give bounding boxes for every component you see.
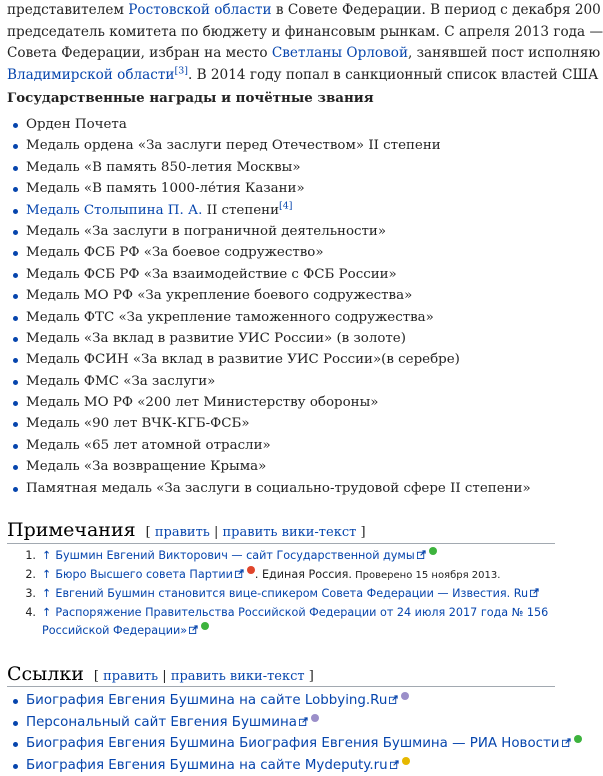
intro-line-4 <box>7 64 599 87</box>
award-item: Медаль «За заслуги в пограничной деятельности» <box>7 221 531 242</box>
external-link[interactable]: Биография Евгения Бушмина на сайте Lobbying.Ru <box>26 693 388 708</box>
notes-edit-links <box>146 525 366 540</box>
note-number: 3. <box>25 587 36 601</box>
links-title: Ссылки <box>7 663 84 685</box>
note-number: 1. <box>25 549 36 562</box>
external-link[interactable]: Биография Евгения Бушмина на сайте Mydeputy.ru <box>26 757 388 773</box>
intro-line-2: председатель комитета по бюджету и финансовым рынкам. С апреля 2013 года — <box>7 23 603 40</box>
separator: | <box>162 669 167 684</box>
separator: | <box>213 525 219 540</box>
external-link[interactable]: Биография Евгения Бушмина Биография Евгения Бушмина — РИА Новости <box>26 736 560 752</box>
external-link-icon <box>390 760 399 769</box>
external-link-icon <box>235 569 244 578</box>
note-item <box>7 585 548 604</box>
award-item: Медаль МО РФ «200 лет Министерству обороны» <box>7 392 531 413</box>
intro-text: , занявшей пост исполняю <box>408 45 601 61</box>
external-link-icon <box>189 625 198 634</box>
awards-list <box>7 114 531 499</box>
edit-wikitext-link[interactable]: править вики-текст <box>222 525 357 540</box>
note-link[interactable]: Бюро Высшего совета Партии <box>55 567 233 581</box>
source-rating-icon <box>311 714 319 722</box>
award-item: Медаль ордена «За заслуги перед Отечеством» II степени <box>7 135 531 156</box>
footnote-ref-3[interactable]: [3] <box>174 64 188 76</box>
intro-text: представителем <box>7 2 129 18</box>
source-rating-icon <box>401 692 409 700</box>
award-item: Памятная медаль «За заслуги в социально-трудовой сфере II степени» <box>7 478 531 499</box>
external-link-icon <box>530 588 539 597</box>
award-item: Медаль ФСИН «За вклад в развитие УИС России»(в серебре) <box>7 349 531 370</box>
external-link[interactable]: Персональный сайт Евгения Бушмина <box>26 714 297 730</box>
back-to-citation-arrow[interactable]: ↑ <box>42 567 52 581</box>
source-rating-icon <box>247 566 255 574</box>
award-text: II степени <box>202 202 280 218</box>
award-item: Медаль «В память 850-летия Москвы» <box>7 157 531 178</box>
award-item: Медаль «За возвращение Крыма» <box>7 456 531 477</box>
intro-line-3 <box>7 43 601 65</box>
external-link-item <box>7 690 582 712</box>
award-item: Медаль ФТС «За укрепление таможенного содружества» <box>7 307 531 328</box>
back-to-citation-arrow[interactable]: ↑ <box>42 549 52 562</box>
award-item: Медаль «За вклад в развитие УИС России» (в золоте) <box>7 328 531 349</box>
award-link-stolypin[interactable]: Медаль Столыпина П. А. <box>26 202 203 218</box>
award-item: Медаль «90 лет ВЧК-КГБ-ФСБ» <box>7 413 531 434</box>
external-link-icon <box>299 717 308 726</box>
note-item <box>7 604 548 641</box>
bracket: [ <box>93 669 99 684</box>
notes-divider <box>7 543 555 544</box>
award-item: Медаль ФСБ РФ «За боевое содружество» <box>7 242 531 263</box>
award-item: Медаль ФМС «За заслуги» <box>7 371 531 392</box>
note-link-continued[interactable]: Российской Федерации» <box>42 624 188 638</box>
note-publisher: . Единая Россия. <box>254 567 352 581</box>
award-item: Медаль МО РФ «За укрепление боевого содружества» <box>7 285 531 306</box>
notes-title: Примечания <box>7 519 136 541</box>
intro-paragraph <box>7 0 603 86</box>
link-vladimir-oblast[interactable]: Владимирской области <box>7 66 175 83</box>
edit-wikitext-link[interactable]: править вики-текст <box>170 669 305 684</box>
external-link-icon <box>417 550 426 559</box>
external-link-icon <box>389 695 398 704</box>
back-to-citation-arrow[interactable]: ↑ <box>42 605 52 619</box>
back-to-citation-arrow[interactable]: ↑ <box>42 587 52 601</box>
award-item: Медаль ФСБ РФ «За взаимодействие с ФСБ России» <box>7 264 531 285</box>
note-link[interactable]: Евгений Бушмин становится вице-спикером Совета Федерации — Известия. Ru <box>55 587 529 601</box>
external-link-item <box>7 712 582 734</box>
intro-text: в Совете Федерации. В период с декабря 200 <box>271 2 601 18</box>
links-list <box>7 690 582 776</box>
links-edit-links <box>94 669 314 684</box>
external-link-item <box>7 733 582 755</box>
award-item: Медаль «В память 1000-ле́тия Казани» <box>7 178 531 199</box>
note-link[interactable]: Бушмин Евгений Викторович — сайт Государственной думы <box>55 549 415 562</box>
edit-link[interactable]: править <box>154 525 210 540</box>
intro-line-1 <box>7 0 601 22</box>
note-number: 2. <box>25 567 36 581</box>
note-item <box>7 547 548 566</box>
source-rating-icon <box>429 547 437 555</box>
intro-text: Совета Федерации, избран на место <box>7 45 272 61</box>
award-item: Орден Почета <box>7 114 531 135</box>
notes-list <box>7 547 548 641</box>
award-item <box>7 200 531 221</box>
source-rating-icon <box>201 622 209 630</box>
footnote-ref-4[interactable]: [4] <box>279 200 293 212</box>
bracket: [ <box>145 525 151 540</box>
link-rostov-oblast[interactable]: Ростовской области <box>128 2 272 18</box>
links-divider <box>7 686 555 687</box>
note-checked-date: Проверено 15 ноября 2013. <box>351 569 501 581</box>
award-item: Медаль «65 лет атомной отрасли» <box>7 435 531 456</box>
source-rating-icon <box>574 735 582 743</box>
intro-text: . В 2014 году попал в санкционный список властей США <box>187 66 599 83</box>
external-link-icon <box>562 738 571 747</box>
awards-heading: Государственные награды и почётные звания <box>7 90 374 106</box>
note-item <box>7 566 548 586</box>
bracket: ] <box>360 525 366 540</box>
external-link-item <box>7 755 582 776</box>
note-link[interactable]: Распоряжение Правительства Российской Федерации от 24 июля 2017 года № 156 <box>55 605 549 619</box>
link-svetlana-orlova[interactable]: Светланы Орловой <box>271 45 408 61</box>
source-rating-icon <box>402 757 410 765</box>
note-number: 4. <box>25 605 36 619</box>
bracket: ] <box>308 669 314 684</box>
edit-link[interactable]: править <box>103 669 159 684</box>
